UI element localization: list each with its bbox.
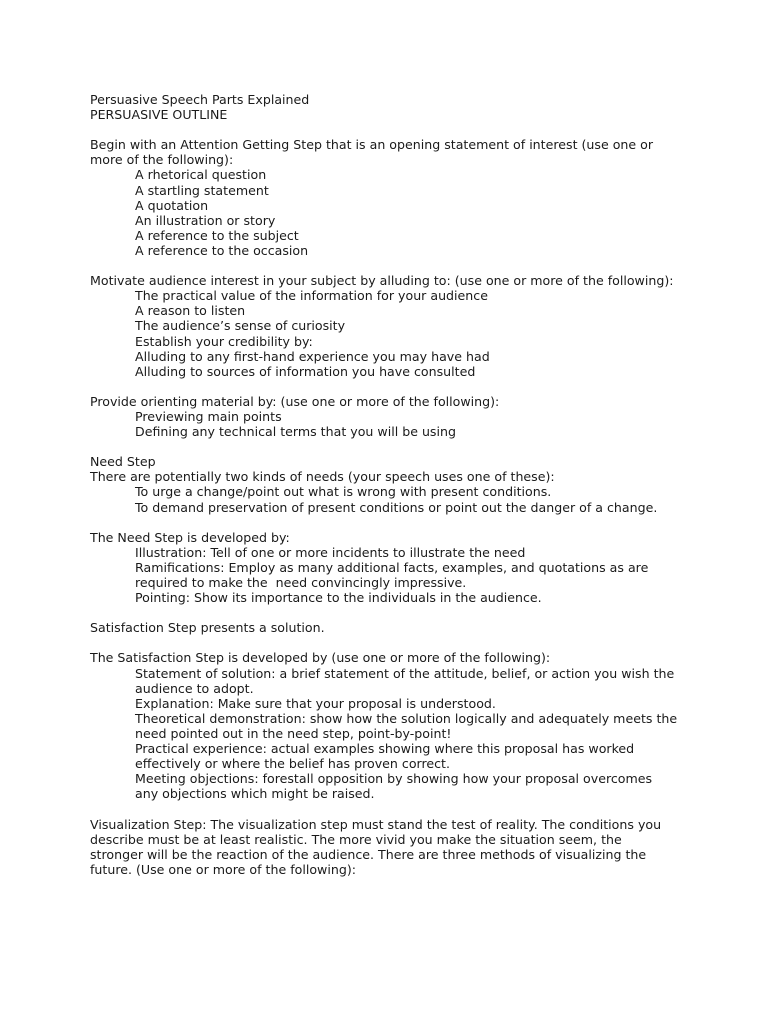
document-section [90,650,690,801]
section-list-item: A quotation [135,197,209,213]
section-list-item: any objections which might be raised. [135,786,375,802]
section-intro-line: more of the following): [90,152,234,168]
document-body [90,137,690,877]
section-list-item: A reason to listen [135,303,246,319]
section-intro-line: Begin with an Attention Getting Step that is an opening statement of interest (use one or [90,137,654,153]
section-list-item: Alluding to any first-hand experience you may have had [135,348,490,364]
section-list-item: Statement of solution: a brief statement of the attitude, belief, or action you wish the [135,665,675,681]
section-intro-line: Motivate audience interest in your subject by alluding to: (use one or more of the following): [90,273,674,289]
spacer [90,515,690,530]
section-list-item: Explanation: Make sure that your proposal is understood. [135,695,496,711]
section-list-item: Practical experience: actual examples showing where this proposal has worked [135,741,635,757]
section-list-item: Defining any technical terms that you will be using [135,424,456,440]
document-section [90,817,690,877]
section-intro-line: describe must be at least realistic. The more vivid you make the situation seem, the [90,831,622,847]
spacer [90,379,690,394]
section-list-item: effectively or where the belief has proven correct. [135,756,451,772]
section-list-item: need pointed out in the need step, point-by-point! [135,725,452,741]
spacer [90,258,690,273]
section-list-item: Pointing: Show its importance to the individuals in the audience. [135,590,542,606]
section-list-item: A reference to the occasion [135,242,309,258]
spacer [90,605,690,620]
section-intro-line: Visualization Step: The visualization step must stand the test of reality. The conditions you [90,816,662,832]
spacer [90,122,690,137]
document-section [90,530,690,605]
section-intro-line: Need Step [90,454,156,470]
section-intro-line: The Satisfaction Step is developed by (use one or more of the following): [90,650,551,666]
section-list-item: A reference to the subject [135,227,299,243]
section-list-item: The practical value of the information for your audience [135,288,488,304]
section-list-item: The audience’s sense of curiosity [135,318,346,334]
section-list-item: To demand preservation of present conditions or point out the danger of a change. [135,499,658,515]
spacer [90,635,690,650]
section-list-item: Theoretical demonstration: show how the solution logically and adequately meets the [135,710,678,726]
section-intro-line: The Need Step is developed by: [90,529,290,545]
section-intro-line: Satisfaction Step presents a solution. [90,620,325,636]
section-list-item: Illustration: Tell of one or more incidents to illustrate the need [135,544,526,560]
document-section [90,620,690,635]
document-section [90,137,690,258]
section-list-item: Ramifications: Employ as many additional facts, examples, and quotations as are [135,559,649,575]
section-intro-line: future. (Use one or more of the following): [90,861,356,877]
section-list-item: required to make the need convincingly impressive. [135,575,467,590]
section-intro-line: There are potentially two kinds of needs (your speech uses one of these): [90,469,555,485]
spacer [90,801,690,816]
section-list-item: Previewing main points [135,408,282,424]
document-section [90,454,690,514]
section-list-item: Meeting objections: forestall opposition by showing how your proposal overcomes [135,771,653,787]
document-section [90,394,690,439]
spacer [90,439,690,454]
section-list-item: A startling statement [135,182,269,198]
document-title: Persuasive Speech Parts Explained [90,92,310,107]
section-list-item: Alluding to sources of information you have consulted [135,363,476,379]
document-page [90,92,690,877]
document-section [90,273,690,379]
section-list-item: audience to adopt. [135,680,254,696]
document-subtitle: PERSUASIVE OUTLINE [90,107,228,123]
section-intro-line: Provide orienting material by: (use one or more of the following): [90,393,500,409]
section-list-item: A rhetorical question [135,167,267,183]
section-list-item: Establish your credibility by: [135,333,313,349]
section-intro-line: stronger will be the reaction of the audience. There are three methods of visualizing the [90,846,647,862]
section-list-item: To urge a change/point out what is wrong with present conditions. [135,484,552,500]
section-list-item: An illustration or story [135,212,276,228]
